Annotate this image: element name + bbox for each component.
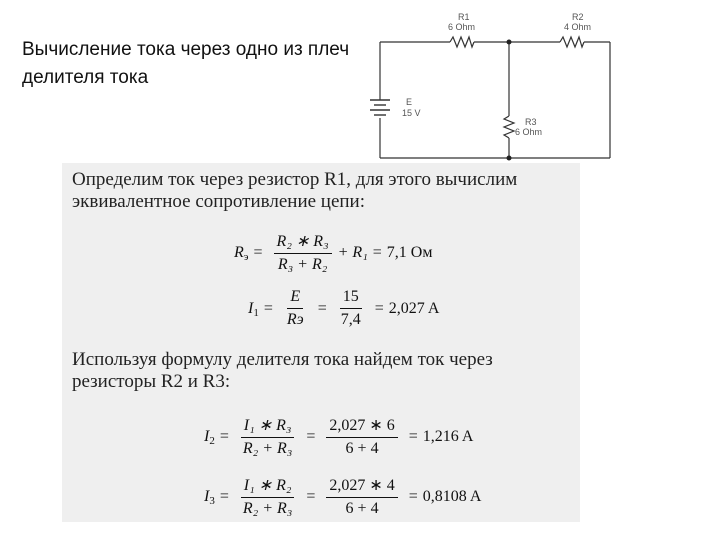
r3-name: R3 bbox=[525, 117, 537, 127]
eq1-tail: + R₁ bbox=[337, 243, 368, 261]
eq3-den2: 6 + 4 bbox=[345, 440, 379, 457]
eq1-num: R₂ ∗ R₃ bbox=[274, 231, 332, 254]
eq2-num: E bbox=[287, 288, 303, 309]
equation-i1: I 1 = $\frac{E}{Rэ}$ = $\frac{15}{7,4}$ = 2,027 A bbox=[248, 288, 440, 328]
junction-dot-top bbox=[507, 40, 512, 45]
eq1-result: 7,1 Ом bbox=[386, 243, 433, 261]
equation-i3: I 3 = $\frac{\text{I₁ ∗ R₂}}{\text{R₂ + R₃}}$ = $\frac{2,027 ∗ 4}{6 + 4}$ = 0,8108 A bbox=[204, 477, 482, 517]
eq4-den2: 6 + 4 bbox=[345, 500, 379, 517]
eq4-result: 0,8108 A bbox=[422, 487, 482, 505]
eq3-lhs-sub: 2 bbox=[209, 434, 215, 447]
eq1-den: R₃ + R₂ bbox=[277, 256, 328, 273]
intro-text: Определим ток через резистор R1, для этого вычислим эквивалентное сопротивление цепи: bbox=[72, 169, 518, 212]
equation-i2: I 2 = $\frac{\text{I₁ ∗ R₃}}{\text{R₂ + R₃}}$ = $\frac{2,027 ∗ 6}{6 + 4}$ = 1,216 A bbox=[204, 417, 474, 457]
eq4-den: R₂ + R₃ bbox=[242, 500, 293, 517]
eq1-lhs-sub: э bbox=[243, 250, 249, 263]
circuit-diagram bbox=[370, 8, 620, 163]
e-value: 15 V bbox=[402, 108, 421, 118]
eq4-lhs: I bbox=[204, 487, 210, 505]
resistor-r2 bbox=[560, 37, 584, 47]
divider-text: Используя формулу делителя тока найдем ток через резисторы R2 и R3: bbox=[72, 349, 493, 392]
r2-name: R2 bbox=[572, 12, 584, 22]
eq3-num2: 2,027 ∗ 6 bbox=[326, 415, 397, 438]
eq3-lhs: I bbox=[204, 427, 210, 445]
slide-title: Вычисление тока через одно из плеч делителя тока bbox=[22, 39, 350, 88]
eq3-den: R₂ + R₃ bbox=[242, 440, 293, 457]
eq4-num: I₁ ∗ R₂ bbox=[241, 475, 295, 498]
eq2-lhs-sub: 1 bbox=[253, 306, 259, 319]
eq4-num2: 2,027 ∗ 4 bbox=[326, 475, 397, 498]
r2-value: 4 Ohm bbox=[564, 22, 592, 32]
junction-dot-bottom bbox=[507, 156, 512, 161]
eq4-lhs-sub: 3 bbox=[209, 494, 215, 507]
equation-req: R э = $\frac{\text{R₂ ∗ R₃}}{\text{R₃ + R₂}}$ + R₁ = 7,1 Ом bbox=[234, 233, 433, 273]
eq2-den2: 7,4 bbox=[340, 311, 361, 328]
resistor-r3 bbox=[504, 116, 514, 138]
solution-panel bbox=[62, 163, 580, 522]
eq1-lhs: R bbox=[234, 243, 244, 261]
eq2-den: Rэ bbox=[286, 311, 304, 328]
resistor-r1 bbox=[450, 37, 474, 47]
eq3-result: 1,216 A bbox=[422, 427, 474, 445]
eq2-lhs: I bbox=[248, 299, 254, 317]
eq2-num2: 15 bbox=[340, 288, 362, 309]
battery-icon bbox=[370, 100, 390, 115]
r1-value: 6 Ohm bbox=[448, 22, 476, 32]
eq3-num: I₁ ∗ R₃ bbox=[241, 415, 295, 438]
r1-name: R1 bbox=[458, 12, 470, 22]
eq2-result: 2,027 A bbox=[388, 299, 440, 317]
e-name: E bbox=[406, 97, 413, 107]
r3-value: 6 Ohm bbox=[515, 127, 543, 137]
